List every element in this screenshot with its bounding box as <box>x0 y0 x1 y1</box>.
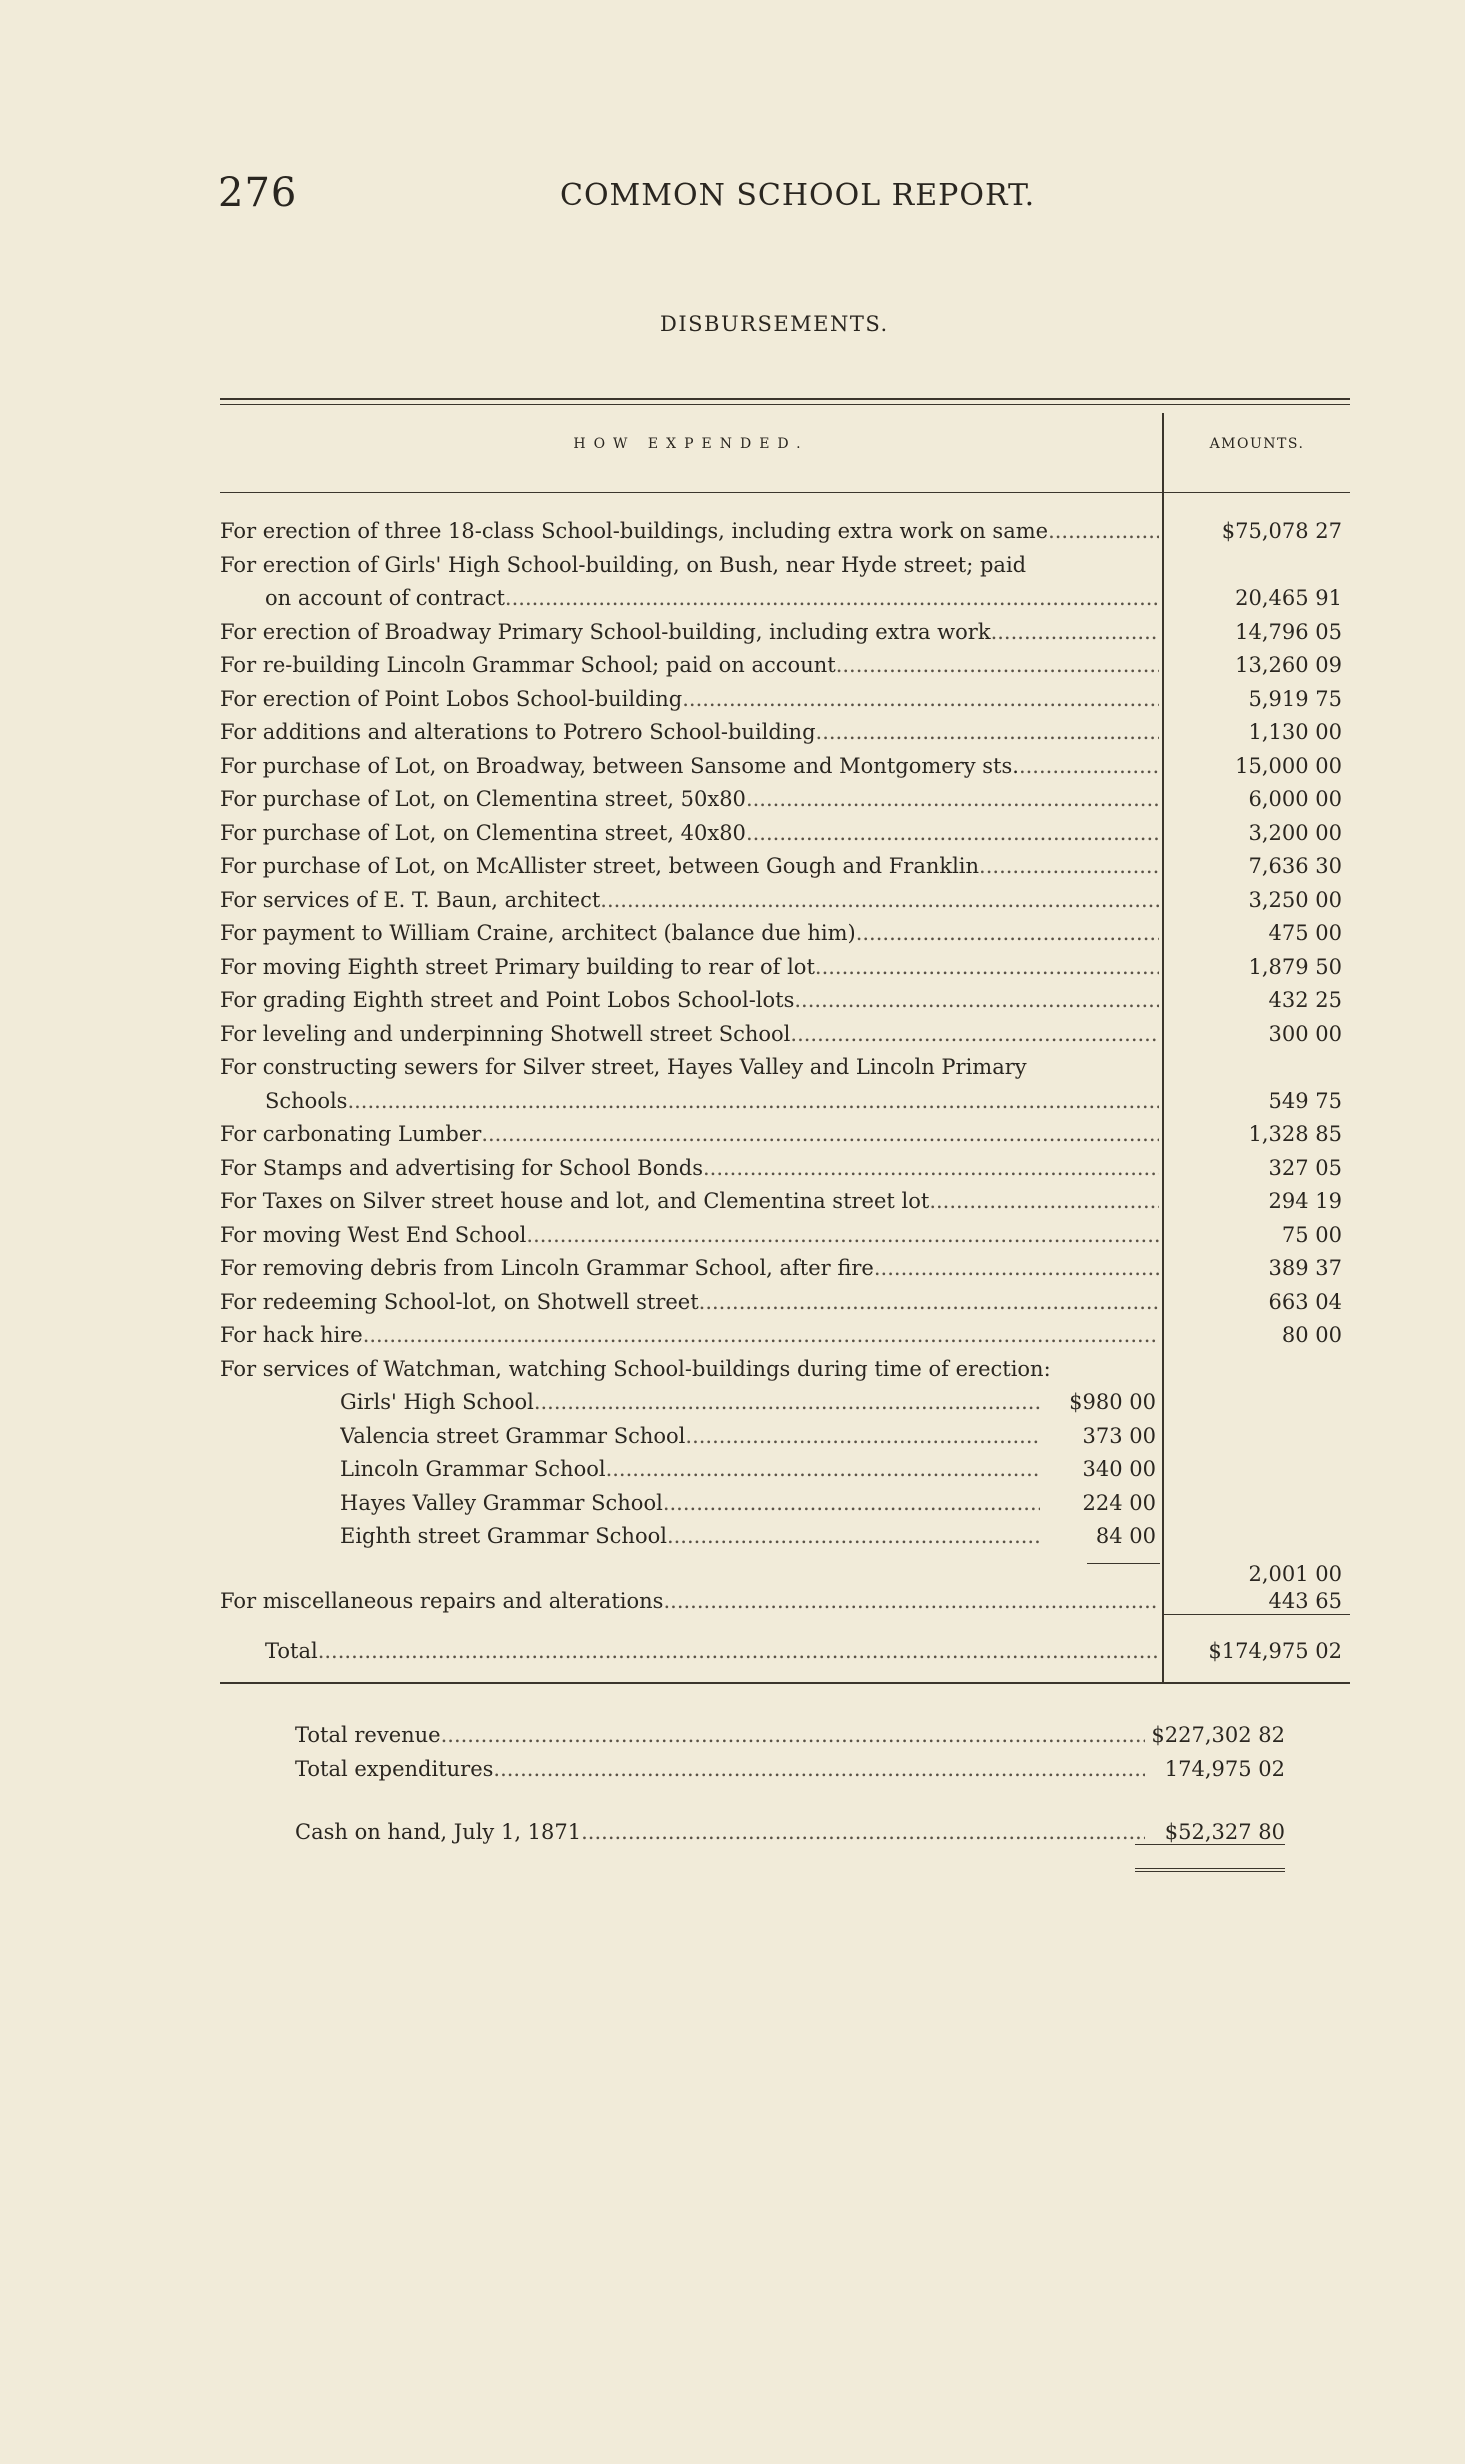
table-row <box>220 1219 1350 1252</box>
row-amount: 327 05 <box>1268 1155 1342 1180</box>
row-label: For re-building Lincoln Grammar School; paid on account <box>220 649 836 682</box>
table-row <box>220 1286 1350 1319</box>
table-row <box>220 549 1350 582</box>
dot-leader <box>347 1085 1159 1118</box>
row-description <box>220 817 1159 850</box>
row-description <box>220 1018 1159 1051</box>
row-description <box>220 750 1159 783</box>
row-amount: 1,879 50 <box>1248 954 1342 979</box>
row-label: Valencia street Grammar School <box>340 1420 685 1453</box>
dot-leader <box>685 1420 1040 1453</box>
row-amount: 80 00 <box>1281 1323 1342 1347</box>
row-description <box>265 1635 1159 1668</box>
row-label: For moving West End School <box>220 1219 526 1252</box>
row-description <box>220 884 1159 917</box>
row-amount: 1,328 85 <box>1248 1122 1342 1146</box>
table-row <box>220 750 1350 783</box>
dot-leader <box>991 616 1159 649</box>
disbursements-table <box>220 398 1350 1683</box>
section-title: DISBURSEMENTS. <box>660 312 889 336</box>
table-row <box>220 582 1350 615</box>
table-row <box>220 1319 1350 1352</box>
dot-leader <box>667 1520 1040 1553</box>
table-row <box>220 1487 1350 1520</box>
row-label: Lincoln Grammar School <box>340 1453 606 1486</box>
column-header-amounts: AMOUNTS. <box>1209 436 1305 452</box>
watchman-total-amount: 2,001 00 <box>1248 1561 1342 1586</box>
row-description <box>220 1353 1159 1386</box>
row-label: For erection of Girls' High School-building, on Bush, near Hyde street; paid <box>220 549 1026 582</box>
row-amount: 549 75 <box>1268 1088 1342 1113</box>
dot-leader <box>1048 515 1159 548</box>
row-description <box>220 616 1159 649</box>
row-amount: 1,130 00 <box>1248 720 1342 744</box>
row-description <box>220 683 1159 716</box>
row-description <box>220 649 1159 682</box>
row-description <box>220 850 1159 883</box>
row-description <box>340 1420 1040 1453</box>
row-label: on account of contract <box>265 582 505 615</box>
table-row <box>220 1353 1350 1386</box>
dot-leader <box>836 649 1159 682</box>
row-label: For grading Eighth street and Point Lobos School-lots <box>220 984 794 1017</box>
row-amount: 432 25 <box>1268 988 1342 1012</box>
row-label: Hayes Valley Grammar School <box>340 1487 663 1520</box>
dot-leader <box>790 1018 1159 1051</box>
row-amount: 389 37 <box>1268 1256 1342 1280</box>
dot-leader <box>663 1487 1040 1520</box>
row-label: For removing debris from Lincoln Grammar School, after fire <box>220 1252 874 1285</box>
table-row <box>220 951 1350 984</box>
row-label: For erection of three 18-class School-buildings, including extra work on same <box>220 515 1048 548</box>
table-row <box>220 917 1350 950</box>
row-label: For Taxes on Silver street house and lot, and Clementina street lot <box>220 1185 929 1218</box>
table-row <box>220 1185 1350 1218</box>
row-label: For purchase of Lot, on Clementina street, 40x80 <box>220 817 746 850</box>
dot-leader <box>505 582 1159 615</box>
row-subamount: 340 00 <box>1082 1457 1156 1481</box>
row-amount: 3,250 00 <box>1248 887 1342 912</box>
row-label: For purchase of Lot, on McAllister street, between Gough and Franklin <box>220 850 979 883</box>
dot-leader <box>979 850 1159 883</box>
dot-leader <box>1019 750 1159 783</box>
running-head: COMMON SCHOOL REPORT. <box>560 178 1036 213</box>
row-label: Total <box>265 1635 318 1668</box>
dot-leader <box>534 1386 1040 1419</box>
summary-label: Total revenue <box>295 1723 441 1747</box>
table-row <box>220 649 1350 682</box>
row-description <box>220 783 1159 816</box>
row-label: For services of Watchman, watching School-buildings during time of erection: <box>220 1353 1051 1386</box>
subtotal-rule <box>1087 1563 1160 1564</box>
cash-double-rule <box>1135 1868 1285 1872</box>
row-label: For erection of Broadway Primary School-building, including extra work <box>220 616 991 649</box>
row-description <box>220 1051 1159 1084</box>
row-description <box>220 1286 1159 1319</box>
table-row <box>220 1635 1350 1668</box>
row-amount: 14,796 05 <box>1235 619 1342 644</box>
dot-leader <box>746 783 1159 816</box>
row-amount: 3,200 00 <box>1248 820 1342 845</box>
row-description <box>220 984 1159 1017</box>
table-row <box>220 515 1350 548</box>
dot-leader <box>318 1635 1159 1668</box>
row-label: For leveling and underpinning Shotwell street School <box>220 1018 790 1051</box>
row-amount: 294 19 <box>1268 1189 1342 1213</box>
dot-leader <box>663 1585 1159 1618</box>
dot-leader <box>874 1252 1159 1285</box>
row-label: Schools <box>265 1085 347 1118</box>
row-description <box>220 1118 1159 1151</box>
row-amount: 663 04 <box>1268 1289 1342 1314</box>
row-description <box>220 515 1159 548</box>
row-amount: 6,000 00 <box>1248 787 1342 811</box>
row-description <box>220 716 1159 749</box>
row-description <box>220 1152 1159 1185</box>
dot-leader <box>600 884 1159 917</box>
row-amount: 15,000 00 <box>1235 753 1342 778</box>
row-description <box>220 549 1159 582</box>
dot-leader <box>699 1286 1159 1319</box>
summary-label: Total expenditures <box>295 1757 494 1781</box>
table-row <box>220 1386 1350 1419</box>
dot-leader <box>746 817 1159 850</box>
header-rule <box>220 492 1350 493</box>
dot-leader <box>815 951 1159 984</box>
row-description <box>340 1386 1040 1419</box>
table-row <box>220 1152 1350 1185</box>
column-header-description: HOW EXPENDED. <box>573 436 809 452</box>
row-amount: 7,636 30 <box>1248 854 1342 878</box>
summary-label: Cash on hand, July 1, 1871 <box>295 1820 582 1844</box>
row-label: For erection of Point Lobos School-building <box>220 683 682 716</box>
row-amount: 75 00 <box>1281 1222 1342 1247</box>
row-subamount: 373 00 <box>1082 1423 1156 1448</box>
summary-amount: $52,327 80 <box>1164 1820 1285 1844</box>
table-row <box>220 850 1350 883</box>
row-label: For payment to William Craine, architect (balance due him) <box>220 917 856 950</box>
table-row <box>220 1051 1350 1084</box>
table-top-rule-thin <box>220 404 1350 405</box>
row-description <box>220 917 1159 950</box>
total-rule <box>1164 1614 1350 1615</box>
row-amount: 300 00 <box>1268 1021 1342 1046</box>
row-description <box>220 1185 1159 1218</box>
row-description <box>220 951 1159 984</box>
row-label: For purchase of Lot, on Broadway, between Sansome and Montgomery sts. <box>220 750 1019 783</box>
summary-amount: $227,302 82 <box>1151 1723 1285 1747</box>
dot-leader <box>856 917 1159 950</box>
row-label: For redeeming School-lot, on Shotwell street <box>220 1286 699 1319</box>
row-description <box>340 1520 1040 1553</box>
summary-rule <box>1135 1844 1285 1845</box>
dot-leader <box>929 1185 1159 1218</box>
dot-leader <box>816 716 1159 749</box>
row-subamount: 84 00 <box>1095 1524 1156 1548</box>
page-number: 276 <box>218 170 298 216</box>
dot-leader <box>363 1319 1159 1352</box>
table-row <box>220 884 1350 917</box>
row-description <box>220 1319 1159 1352</box>
table-row <box>220 616 1350 649</box>
row-description <box>220 1585 1159 1618</box>
table-row <box>220 683 1350 716</box>
summary-amount: 174,975 02 <box>1164 1757 1285 1781</box>
dot-leader <box>703 1152 1159 1185</box>
row-label: For constructing sewers for Silver street, Hayes Valley and Lincoln Primary <box>220 1051 1027 1084</box>
table-row <box>220 783 1350 816</box>
row-amount: 20,465 91 <box>1235 586 1342 610</box>
row-label: For miscellaneous repairs and alterations <box>220 1585 663 1618</box>
table-row <box>220 716 1350 749</box>
table-row <box>220 1085 1350 1118</box>
table-bottom-rule <box>220 1682 1350 1684</box>
row-label: For services of E. T. Baun, architect <box>220 884 600 917</box>
table-row <box>220 817 1350 850</box>
row-label: For hack hire <box>220 1319 363 1352</box>
table-row <box>220 1453 1350 1486</box>
row-amount: $174,975 02 <box>1208 1638 1342 1663</box>
table-row <box>220 1118 1350 1151</box>
row-subamount: $980 00 <box>1069 1390 1156 1414</box>
table-row <box>220 1252 1350 1285</box>
dot-leader <box>581 1815 1145 1849</box>
row-description <box>265 1085 1159 1118</box>
row-label: For carbonating Lumber <box>220 1118 481 1151</box>
row-amount: 5,919 75 <box>1248 686 1342 711</box>
table-row <box>220 1420 1350 1453</box>
summary-line <box>295 1718 1285 1752</box>
dot-leader <box>526 1219 1159 1252</box>
row-subamount: 224 00 <box>1082 1490 1156 1515</box>
row-amount: 443 65 <box>1268 1589 1342 1613</box>
table-row <box>220 984 1350 1017</box>
table-top-rule <box>220 398 1350 400</box>
row-label: Girls' High School <box>340 1386 534 1419</box>
row-label: Eighth street Grammar School <box>340 1520 667 1553</box>
row-description <box>265 582 1159 615</box>
dot-leader <box>794 984 1159 1017</box>
dot-leader <box>606 1453 1040 1486</box>
row-label: For moving Eighth street Primary building to rear of lot <box>220 951 815 984</box>
row-description <box>340 1453 1040 1486</box>
dot-leader <box>441 1718 1145 1752</box>
table-row <box>220 1520 1350 1553</box>
row-label: For additions and alterations to Potrero School-building <box>220 716 816 749</box>
row-description <box>220 1252 1159 1285</box>
dot-leader <box>493 1752 1145 1786</box>
dot-leader <box>682 683 1159 716</box>
row-label: For purchase of Lot, on Clementina street, 50x80 <box>220 783 746 816</box>
row-description <box>340 1487 1040 1520</box>
row-amount: $75,078 27 <box>1221 519 1342 543</box>
summary-line <box>295 1752 1285 1786</box>
row-description <box>220 1219 1159 1252</box>
row-amount: 13,260 09 <box>1235 653 1342 677</box>
row-amount: 475 00 <box>1268 921 1342 945</box>
table-row <box>220 1018 1350 1051</box>
row-label: For Stamps and advertising for School Bonds <box>220 1152 703 1185</box>
dot-leader <box>481 1118 1159 1151</box>
